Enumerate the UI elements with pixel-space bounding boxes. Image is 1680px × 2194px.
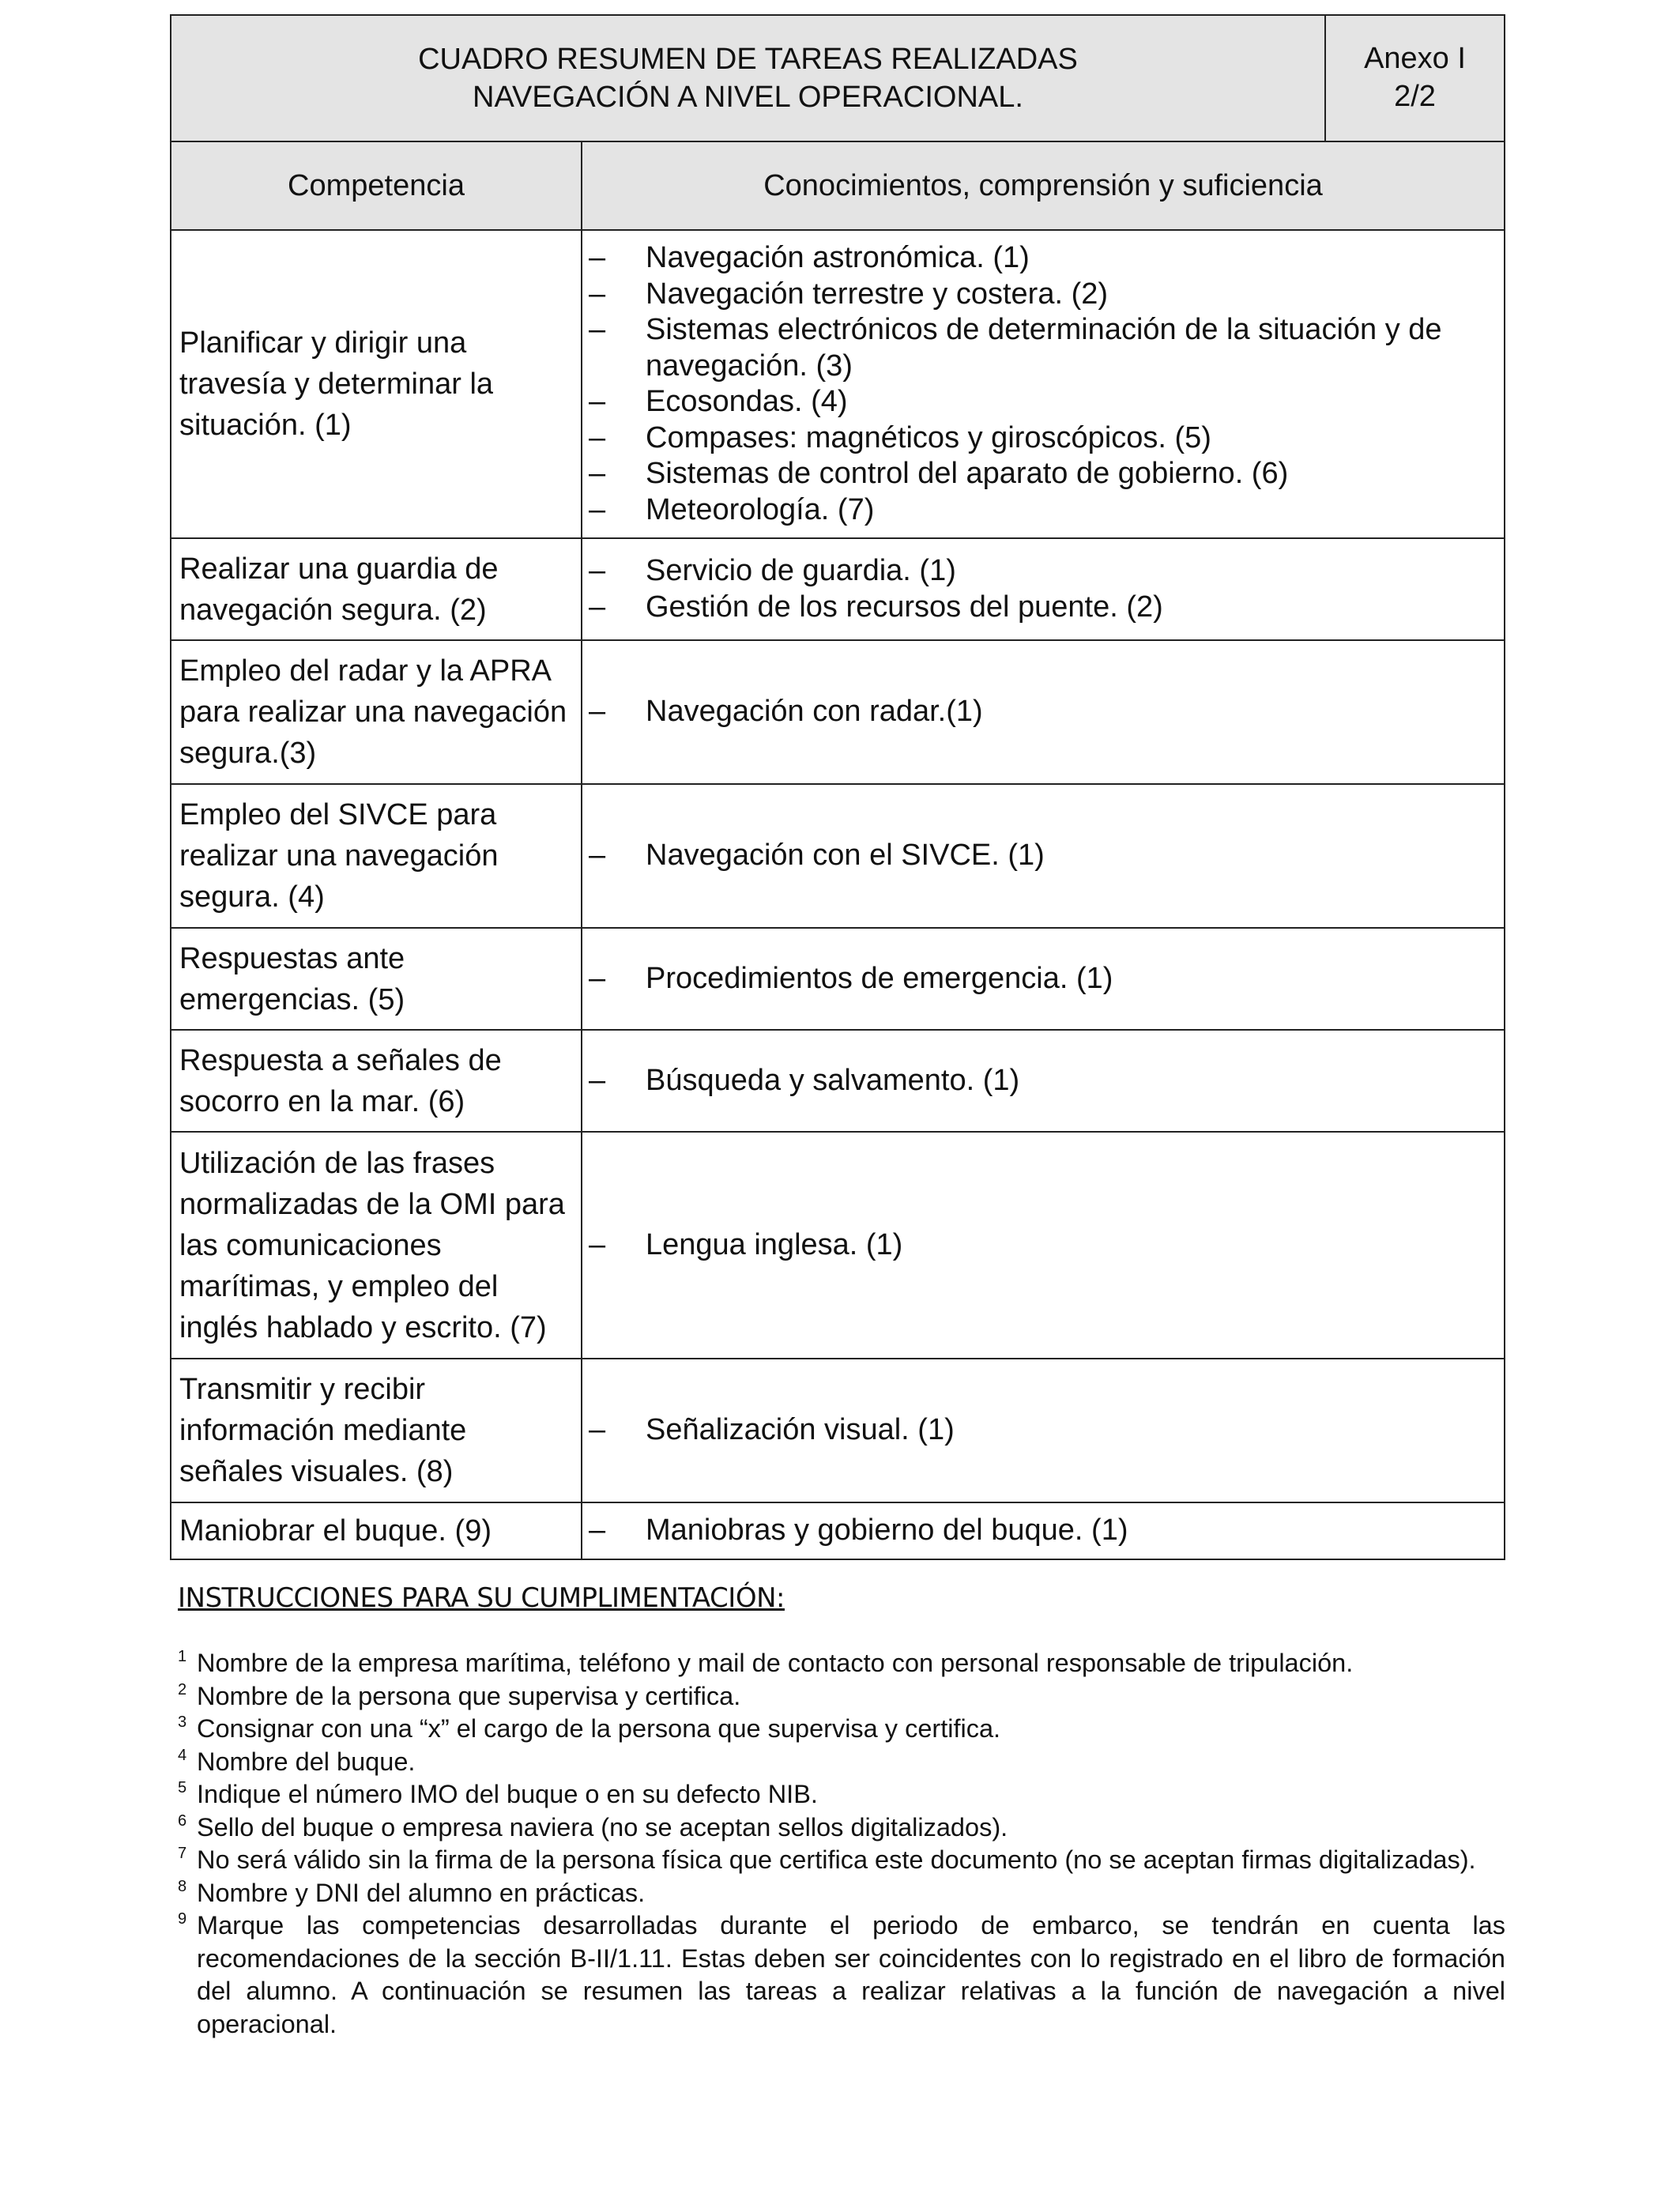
instruction-note <box>178 1778 1505 1811</box>
note-text: Nombre del buque. <box>197 1747 416 1776</box>
knowledge-item-text: Lengua inglesa. (1) <box>646 1227 903 1261</box>
competence-cell: Planificar y dirigir una travesía y determinar la situación. (1) <box>171 230 582 538</box>
competence-cell: Respuesta a señales de socorro en la mar. (6) <box>171 1030 582 1132</box>
knowledge-item <box>589 961 1488 997</box>
note-text: Marque las competencias desarrolladas durante el periodo de embarco, se tendrán en cuenta las recomendaciones de la sección B-II/1.11. Estas deben ser coincidentes con lo registrado en el libro de formación del alumno. A continuación se resumen las tareas a realizar relativas a la función de navegación a nivel operacional. <box>197 1911 1505 2038</box>
note-number: 9 <box>178 1910 187 1928</box>
note-number: 2 <box>178 1680 187 1698</box>
knowledge-item-text: Meteorología. (7) <box>646 492 875 526</box>
instruction-note <box>178 1909 1505 2041</box>
dash-bullet: – <box>589 590 606 624</box>
header-table <box>170 14 1505 142</box>
competence-cell: Realizar una guardia de navegación segura. (2) <box>171 538 582 640</box>
instruction-note <box>178 1647 1505 1680</box>
knowledge-item-text: Búsqueda y salvamento. (1) <box>646 1063 1020 1097</box>
note-text: Sello del buque o empresa naviera (no se aceptan sellos digitalizados). <box>197 1812 1008 1842</box>
note-number: 6 <box>178 1811 187 1830</box>
note-number: 5 <box>178 1779 187 1796</box>
table-row <box>171 1030 1505 1132</box>
competence-cell: Utilización de las frases normalizadas de la OMI para las comunicaciones marítimas, y empleo del inglés hablado y escrito. (7) <box>171 1132 582 1359</box>
note-number: 7 <box>178 1845 187 1862</box>
instructions-section <box>178 1581 1505 2041</box>
knowledge-cell <box>582 640 1505 784</box>
knowledge-item-text: Sistemas de control del aparato de gobierno. (6) <box>646 457 1289 490</box>
knowledge-item <box>589 694 1488 730</box>
dash-bullet: – <box>589 1413 606 1447</box>
knowledge-item <box>589 1513 1488 1549</box>
competence-cell: Maniobrar el buque. (9) <box>171 1502 582 1559</box>
knowledge-cell <box>582 784 1505 928</box>
dash-bullet: – <box>589 492 606 526</box>
knowledge-item-text: Señalización visual. (1) <box>646 1413 955 1447</box>
table-row <box>171 1502 1505 1559</box>
note-text: Nombre de la empresa marítima, teléfono y mail de contacto con personal responsable de tripulación. <box>197 1649 1354 1677</box>
dash-bullet: – <box>589 241 606 274</box>
dash-bullet: – <box>589 961 606 995</box>
table-row <box>171 1359 1505 1502</box>
table-row <box>171 928 1505 1030</box>
competence-cell: Transmitir y recibir información mediante señales visuales. (8) <box>171 1359 582 1502</box>
note-text: Indique el número IMO del buque o en su defecto NIB. <box>197 1780 818 1808</box>
competence-cell: Empleo del SIVCE para realizar una navegación segura. (4) <box>171 784 582 928</box>
dash-bullet: – <box>589 1063 606 1097</box>
dash-bullet: – <box>589 313 606 346</box>
table-row <box>171 640 1505 784</box>
competence-cell: Respuestas ante emergencias. (5) <box>171 928 582 1030</box>
dash-bullet: – <box>589 554 606 587</box>
column-header-competencia: Competencia <box>171 141 582 230</box>
knowledge-item-text: Navegación astronómica. (1) <box>646 241 1030 274</box>
knowledge-item-text: Compases: magnéticos y giroscópicos. (5) <box>646 420 1211 454</box>
instructions-title: INSTRUCCIONES PARA SU CUMPLIMENTACIÓN: <box>178 1582 785 1614</box>
annex-box <box>1325 15 1505 141</box>
instruction-note <box>178 1713 1505 1746</box>
knowledge-cell <box>582 538 1505 640</box>
knowledge-item <box>589 1412 1488 1449</box>
note-text: Nombre de la persona que supervisa y certifica. <box>197 1681 741 1710</box>
title-line-1: CUADRO RESUMEN DE TAREAS REALIZADAS <box>418 43 1078 76</box>
dash-bullet: – <box>589 839 606 873</box>
knowledge-cell <box>582 1030 1505 1132</box>
note-number: 3 <box>178 1713 187 1731</box>
knowledge-cell <box>582 928 1505 1030</box>
knowledge-item-text: Navegación con radar.(1) <box>646 695 983 729</box>
document-title <box>171 15 1325 141</box>
knowledge-item <box>589 384 1488 420</box>
note-text: No será válido sin la firma de la persona física que certifica este documento (no se aceptan firmas digitalizadas). <box>197 1845 1476 1874</box>
knowledge-item-text: Navegación con el SIVCE. (1) <box>646 839 1045 873</box>
dash-bullet: – <box>589 385 606 418</box>
table-row <box>171 784 1505 928</box>
dash-bullet: – <box>589 420 606 454</box>
instruction-note <box>178 1877 1505 1910</box>
knowledge-cell <box>582 1502 1505 1559</box>
table-body <box>171 230 1505 1559</box>
annex-page: 2/2 <box>1394 80 1436 113</box>
knowledge-item <box>589 1063 1488 1099</box>
instruction-note <box>178 1844 1505 1877</box>
title-line-2: NAVEGACIÓN A NIVEL OPERACIONAL. <box>473 81 1023 114</box>
knowledge-item <box>589 553 1488 590</box>
table-row <box>171 538 1505 640</box>
dash-bullet: – <box>589 457 606 490</box>
knowledge-item <box>589 838 1488 874</box>
knowledge-item <box>589 240 1488 277</box>
note-text: Nombre y DNI del alumno en prácticas. <box>197 1878 646 1907</box>
dash-bullet: – <box>589 1514 606 1547</box>
knowledge-item <box>589 1227 1488 1264</box>
note-number: 1 <box>178 1648 187 1665</box>
summary-sheet <box>170 14 1505 1560</box>
knowledge-item-text: Ecosondas. (4) <box>646 385 848 418</box>
knowledge-item <box>589 312 1488 384</box>
knowledge-item <box>589 277 1488 313</box>
instruction-note <box>178 1811 1505 1845</box>
knowledge-cell <box>582 1359 1505 1502</box>
instruction-note <box>178 1746 1505 1779</box>
note-number: 8 <box>178 1877 187 1895</box>
note-text: Consignar con una “x” el cargo de la persona que supervisa y certifica. <box>197 1714 1001 1743</box>
knowledge-item-text: Gestión de los recursos del puente. (2) <box>646 590 1163 624</box>
knowledge-cell <box>582 1132 1505 1359</box>
knowledge-item-text: Sistemas electrónicos de determinación de la situación y de navegación. (3) <box>646 313 1442 383</box>
knowledge-item-text: Maniobras y gobierno del buque. (1) <box>646 1514 1128 1547</box>
table-row <box>171 230 1505 538</box>
dash-bullet: – <box>589 1227 606 1261</box>
knowledge-item-text: Procedimientos de emergencia. (1) <box>646 961 1113 995</box>
knowledge-item <box>589 590 1488 626</box>
knowledge-item <box>589 492 1488 529</box>
dash-bullet: – <box>589 695 606 729</box>
annex-label: Anexo I <box>1364 42 1466 75</box>
knowledge-item-text: Servicio de guardia. (1) <box>646 554 956 587</box>
table-row <box>171 1132 1505 1359</box>
knowledge-item <box>589 456 1488 492</box>
competence-table <box>170 141 1505 1560</box>
knowledge-item-text: Navegación terrestre y costera. (2) <box>646 277 1109 311</box>
dash-bullet: – <box>589 277 606 311</box>
column-header-conocimientos: Conocimientos, comprensión y suficiencia <box>582 141 1505 230</box>
knowledge-item <box>589 420 1488 457</box>
competence-cell: Empleo del radar y la APRA para realizar una navegación segura.(3) <box>171 640 582 784</box>
instructions-notes <box>178 1647 1505 2041</box>
instruction-note <box>178 1680 1505 1713</box>
note-number: 4 <box>178 1746 187 1764</box>
knowledge-cell <box>582 230 1505 538</box>
